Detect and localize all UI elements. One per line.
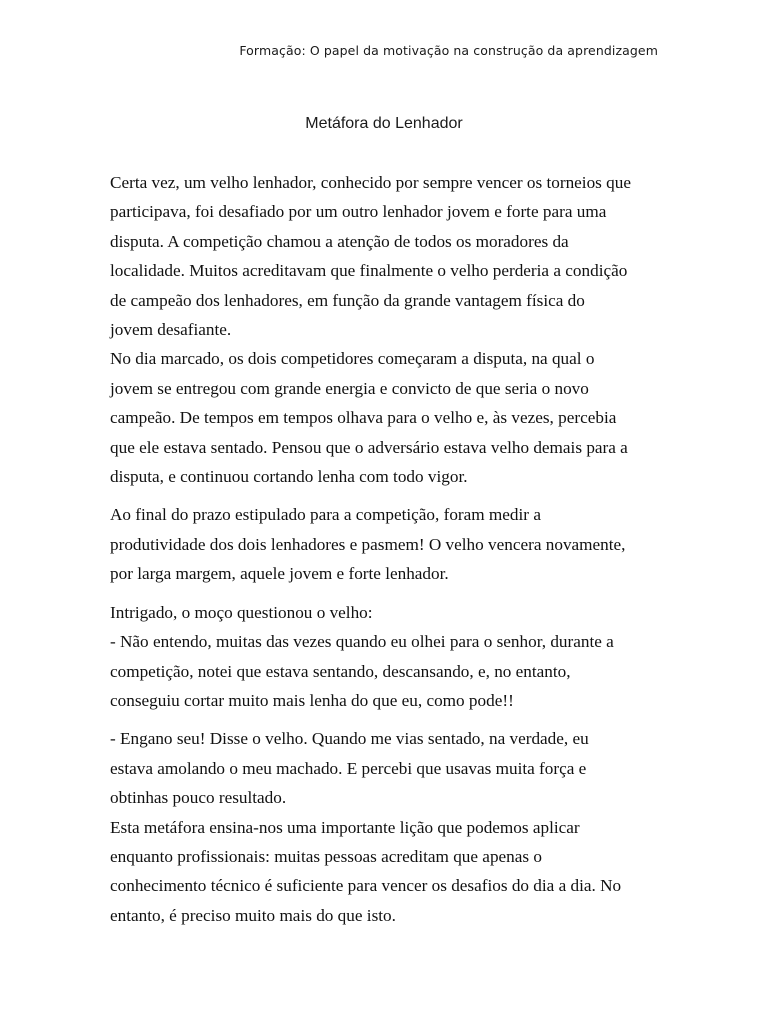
text-line: Ao final do prazo estipulado para a competição, foram medir a [110,505,541,525]
text-line: estava amolando o meu machado. E percebi que usavas muita força e [110,758,587,778]
paragraph-5 [110,627,670,715]
text-line: por larga margem, aquele jovem e forte lenhador. [110,564,449,584]
document-body [110,168,670,930]
text-line: campeão. De tempos em tempos olhava para o velho e, às vezes, percebia [110,408,617,428]
text-line: produtividade dos dois lenhadores e pasmem! O velho vencera novamente, [110,534,626,554]
paragraph-2 [110,344,670,491]
paragraph-6 [110,724,670,812]
text-line: disputa. A competição chamou a atenção de todos os moradores da [110,231,569,251]
text-line: jovem desafiante. [110,320,232,340]
text-line: de campeão dos lenhadores, em função da grande vantagem física do [110,290,585,310]
paragraph-7 [110,813,670,931]
text-line: jovem se entregou com grande energia e convicto de que seria o novo [110,378,589,398]
text-line: que ele estava sentado. Pensou que o adversário estava velho demais para a [110,437,628,457]
text-line: Esta metáfora ensina-nos uma importante lição que podemos aplicar [110,817,580,837]
document-title: Metáfora do Lenhador [305,115,463,132]
text-line: entanto, é preciso muito mais do que isto. [110,905,396,925]
text-line: disputa, e continuou cortando lenha com todo vigor. [110,467,468,487]
text-line: Intrigado, o moço questionou o velho: [110,602,373,622]
text-line: obtinhas pouco resultado. [110,788,287,808]
text-line: participava, foi desafiado por um outro lenhador jovem e forte para uma [110,202,607,222]
text-line: No dia marcado, os dois competidores começaram a disputa, na qual o [110,349,595,369]
text-line: - Engano seu! Disse o velho. Quando me vias sentado, na verdade, eu [110,729,589,749]
paragraph-3 [110,500,670,588]
paragraph-1 [110,168,670,344]
text-line: competição, notei que estava sentando, descansando, e, no entanto, [110,661,571,681]
text-line: Certa vez, um velho lenhador, conhecido por sempre vencer os torneios que [110,173,631,192]
text-line: conhecimento técnico é suficiente para vencer os desafios do dia a dia. No [110,876,622,896]
text-line: conseguiu cortar muito mais lenha do que eu, como pode!! [110,690,514,710]
text-line: enquanto profissionais: muitas pessoas acreditam que apenas o [110,846,542,866]
text-line: localidade. Muitos acreditavam que finalmente o velho perderia a condição [110,261,628,281]
running-header: Formação: O papel da motivação na construção da aprendizagem [239,43,658,58]
text-line: - Não entendo, muitas das vezes quando eu olhei para o senhor, durante a [110,632,614,652]
paragraph-4 [110,598,670,627]
